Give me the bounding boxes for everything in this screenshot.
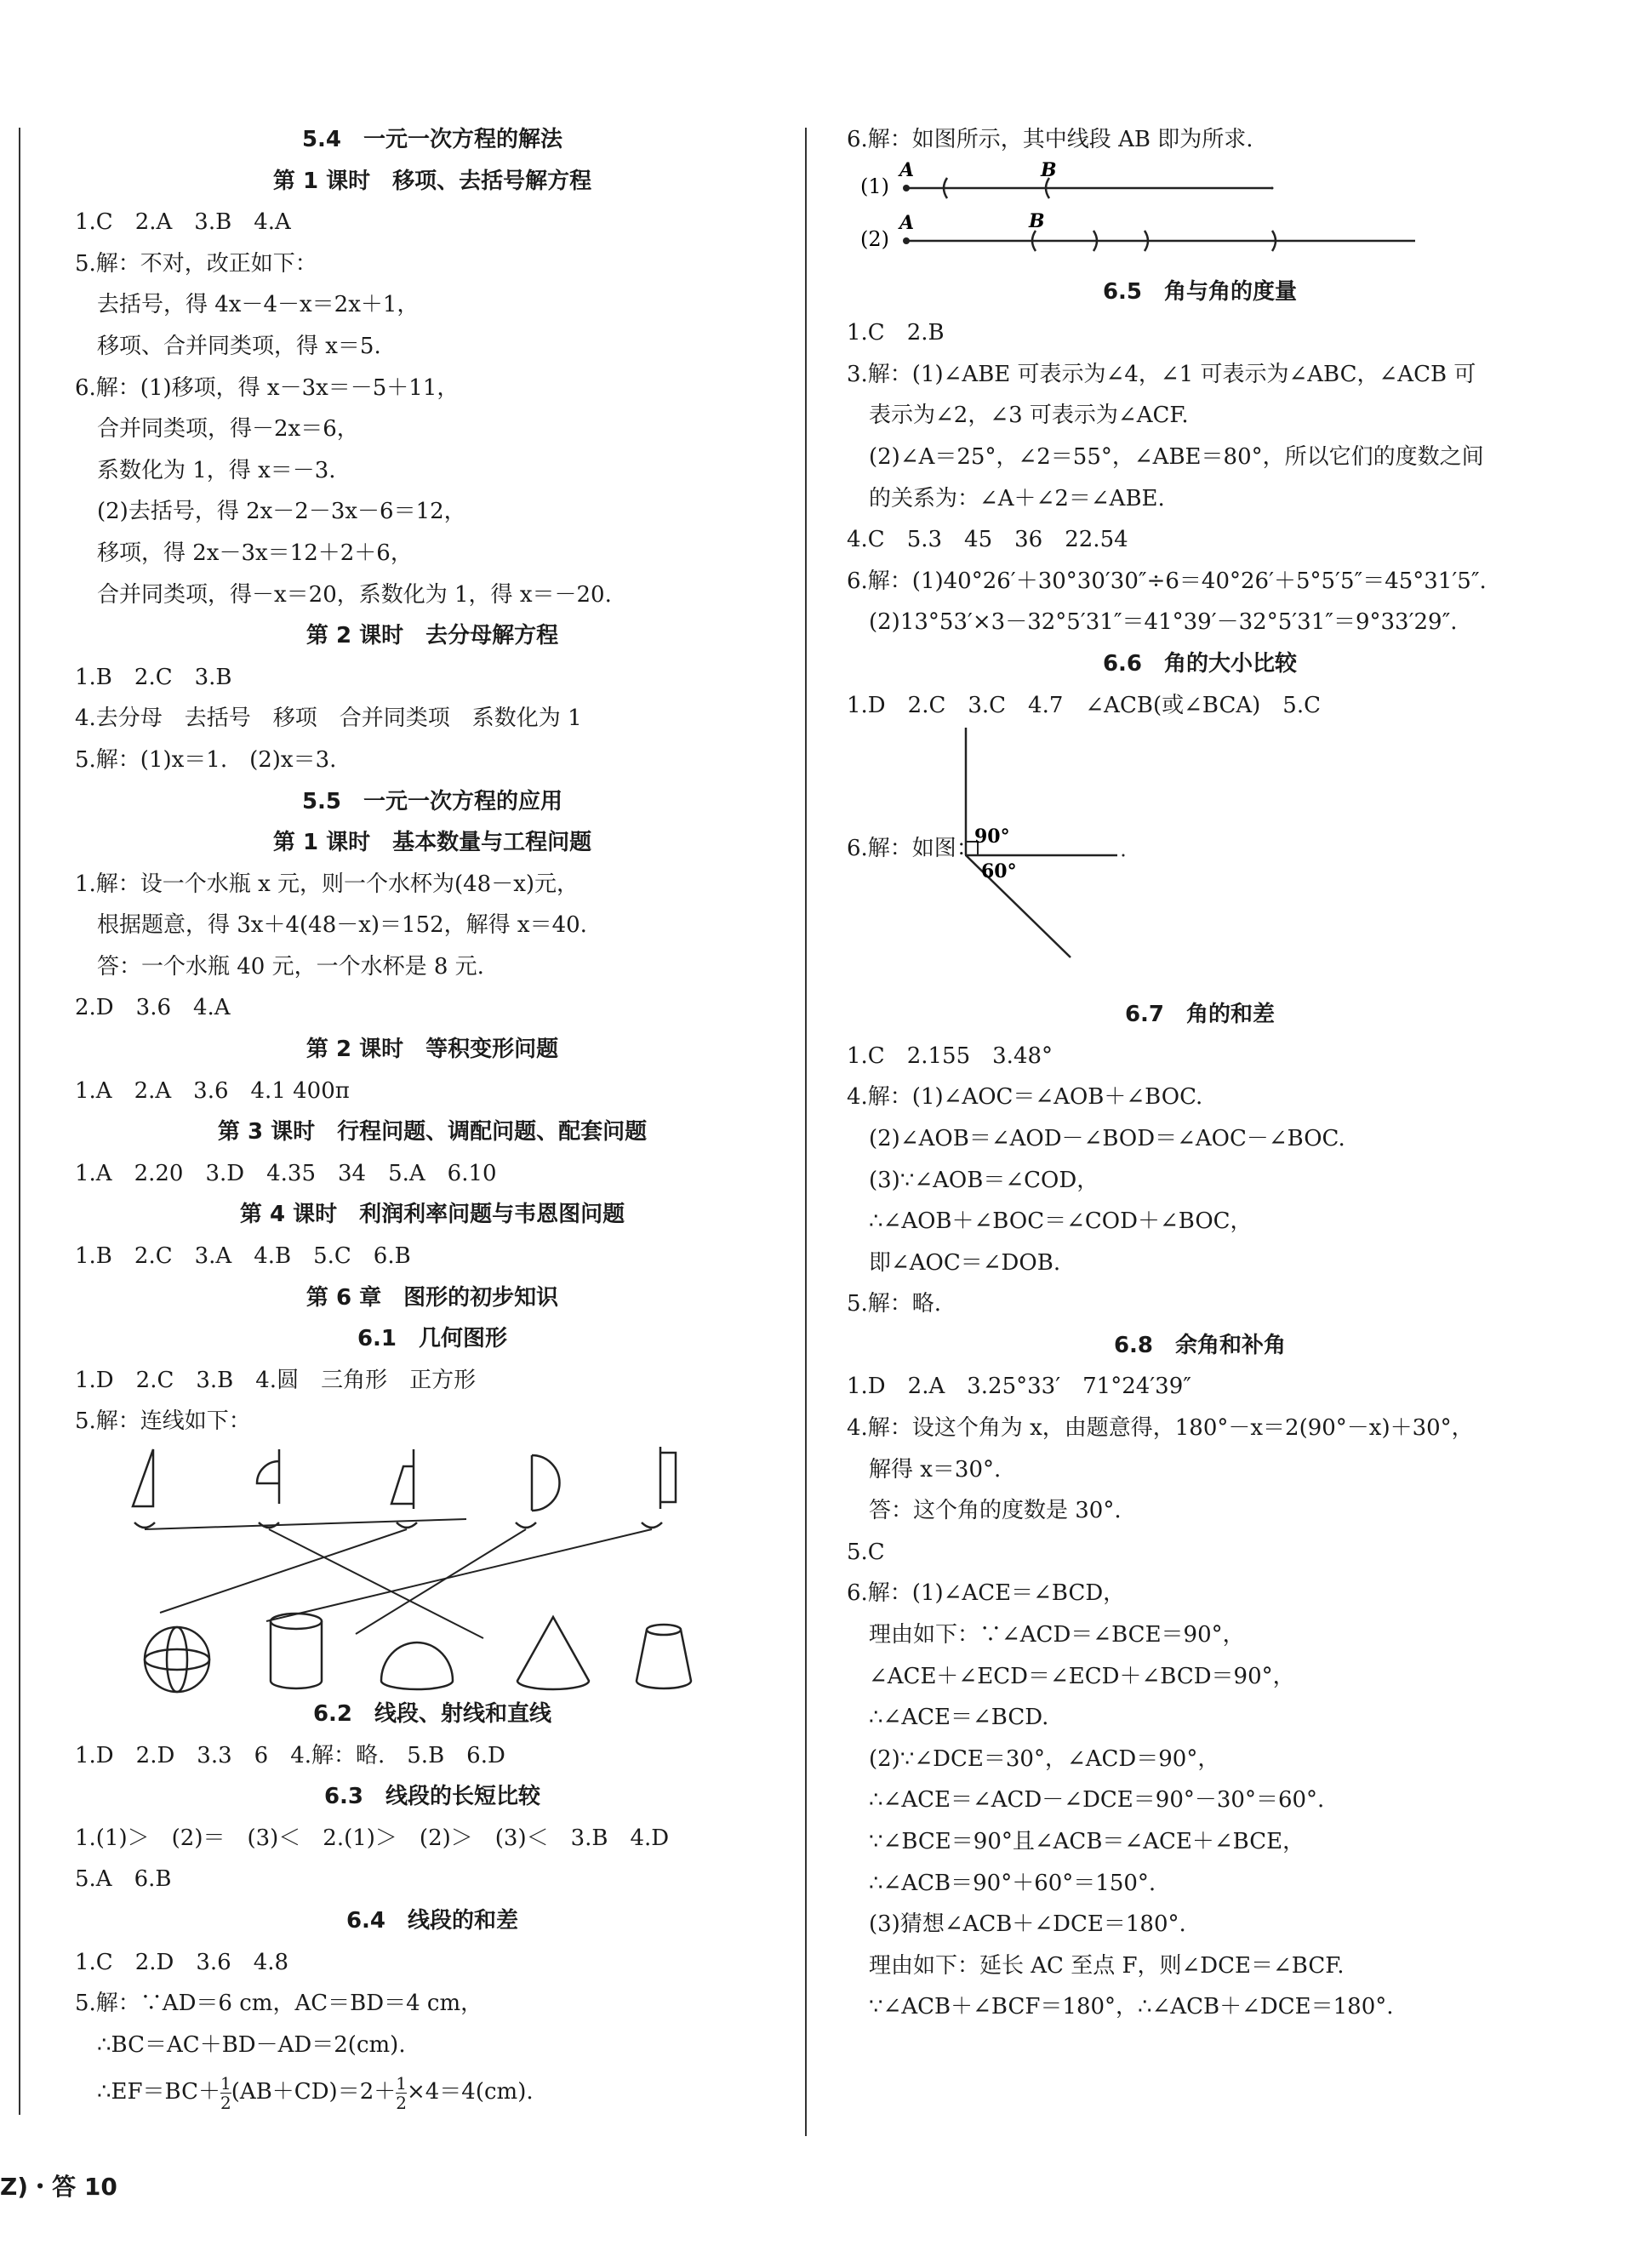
- answer-line: ∴∠AOB＋∠BOC＝∠COD＋∠BOC，: [869, 1208, 1253, 1235]
- section-heading: 第 1 课时 基本数量与工程问题: [272, 830, 592, 856]
- left-margin-rule: [19, 128, 20, 2115]
- answer-line: (2)∠A＝25°，∠2＝55°，∠ABE＝80°，所以它们的度数之间: [869, 443, 1484, 470]
- answer-line: 4.解：(1)∠AOC＝∠AOB＋∠BOC.: [847, 1084, 1203, 1111]
- frustum-top: [647, 1625, 681, 1635]
- point-a-label: A: [899, 211, 915, 234]
- answer-line: 5.解：不对，改正如下：: [75, 250, 317, 277]
- answer-line: 答：一个水瓶 40 元，一个水杯是 8 元.: [97, 953, 484, 980]
- answer-line: 移项，得 2x－3x＝12＋2＋6，: [97, 540, 413, 566]
- answer-line: ∴BC＝AC＋BD－AD＝2(cm).: [97, 2031, 406, 2058]
- answer-line: 1.D 2.C 3.C 4.7 ∠ACB(或∠BCA) 5.C: [847, 692, 1321, 718]
- section-heading: 6.4 线段的和差: [345, 1907, 519, 1934]
- answer-line: 理由如下：延长 AC 至点 F，则∠DCE＝∠BCF.: [869, 1952, 1345, 1979]
- fraction-equation-line: [75, 2065, 790, 2118]
- answer-line: 1.B 2.C 3.B: [75, 664, 232, 690]
- answer-line: 表示为∠2，∠3 可表示为∠ACF.: [869, 403, 1189, 429]
- point-a-dot: [903, 237, 910, 244]
- answer-line: 1.C 2.D 3.6 4.8: [75, 1949, 289, 1975]
- answer-line: 5.C: [847, 1539, 885, 1565]
- trapezoid-shape: [391, 1449, 414, 1509]
- shape-matching-svg: [75, 1442, 773, 1694]
- cone-shape: [517, 1617, 589, 1689]
- segment-svg: [847, 161, 1553, 271]
- hemisphere-shape: [381, 1642, 453, 1689]
- section-heading: 6.8 余角和补角: [1113, 1332, 1287, 1358]
- answer-line: 1.D 2.D 3.3 6 4.解：略. 5.B 6.D: [75, 1742, 505, 1768]
- answer-line: 5.解：(1)x＝1. (2)x＝3.: [75, 746, 337, 773]
- section-heading: 5.5 一元一次方程的应用: [301, 788, 563, 814]
- sphere-shape: [145, 1627, 209, 1692]
- answer-line: 1.B 2.C 3.A 4.B 5.C 6.B: [75, 1243, 411, 1270]
- sphere-meridian: [167, 1627, 187, 1692]
- section-heading: 6.6 角的大小比较: [1102, 650, 1298, 677]
- page-footer: Z)・答 10: [0, 2173, 117, 2201]
- fraction: [220, 2074, 231, 2112]
- matching-line: [160, 1529, 407, 1613]
- point-b-label: B: [1029, 209, 1045, 232]
- answer-line: 去括号，得 4x－4－x＝2x＋1，: [97, 292, 420, 318]
- answer-line: 5.A 6.B: [75, 1866, 172, 1893]
- answer-line: 1.解：设一个水瓶 x 元，则一个水杯为(48－x)元，: [75, 871, 580, 897]
- semicircle-shape: [532, 1455, 560, 1511]
- answer-line: 6.解：(1)移项，得 x－3x＝－5＋11，: [75, 374, 460, 401]
- segment-end-dot: [1271, 186, 1274, 189]
- answer-line: 4.解：设这个角为 x，由题意得，180°－x＝2(90°－x)＋30°，: [847, 1415, 1474, 1442]
- numerator: 1: [220, 2072, 231, 2094]
- section-heading: 6.1 几何图形: [357, 1326, 508, 1352]
- denominator: 2: [396, 2092, 407, 2113]
- answer-line: 1.A 2.A 3.6 4.1 400π: [75, 1077, 350, 1104]
- cylinder-top: [271, 1614, 322, 1629]
- rotation-arrow-icon: [134, 1522, 155, 1528]
- answer-line: 1.C 2.B: [847, 320, 945, 346]
- equation-part: (AB＋CD)＝2＋: [231, 2079, 397, 2105]
- answer-line: (2)∠AOB＝∠AOD－∠BOD＝∠AOC－∠BOC.: [869, 1125, 1345, 1151]
- section-heading: 6.2 线段、射线和直线: [312, 1701, 552, 1727]
- section-heading: 第 6 章 图形的初步知识: [305, 1284, 559, 1311]
- answer-line: 1.D 2.C 3.B 4.圆 三角形 正方形: [75, 1367, 477, 1393]
- equation-part: ×4＝4(cm).: [406, 2079, 534, 2105]
- answer-line: 理由如下：∵∠ACD＝∠BCE＝90°，: [869, 1622, 1245, 1648]
- answer-line: 1.C 2.155 3.48°: [847, 1043, 1053, 1069]
- section-heading: 6.7 角的和差: [1124, 1002, 1276, 1028]
- answer-line: ∴∠ACE＝∠ACD－∠DCE＝90°－30°＝60°.: [869, 1787, 1325, 1814]
- point-b-label: B: [1041, 160, 1057, 181]
- answer-line: 答：这个角的度数是 30°.: [869, 1498, 1122, 1524]
- answer-line: 5.解：略.: [847, 1291, 942, 1317]
- angle-svg: [847, 726, 1553, 994]
- right-triangle-shape: [133, 1449, 153, 1506]
- denominator: 2: [220, 2092, 231, 2113]
- column-divider: [805, 128, 807, 2136]
- answer-line: 5.解：连线如下：: [75, 1408, 251, 1435]
- answer-line: 系数化为 1，得 x＝－3.: [97, 457, 336, 483]
- answer-line: 6.解：(1)40°26′＋30°30′30″÷6＝40°26′＋5°5′5″＝45°31′5″.: [847, 568, 1487, 594]
- answer-line: ∴∠ACB＝90°＋60°＝150°.: [869, 1870, 1156, 1896]
- section-heading: 第 3 课时 行程问题、调配问题、配套问题: [217, 1119, 648, 1145]
- section-heading: 6.3 线段的长短比较: [323, 1784, 541, 1810]
- point-a-label: A: [899, 160, 915, 181]
- answer-line: ∵∠BCE＝90°且∠ACB＝∠ACE＋∠BCE，: [869, 1829, 1305, 1854]
- answer-line: 1.(1)＞ (2)＝ (3)＜ 2.(1)＞ (2)＞ (3)＜ 3.B 4.D: [75, 1825, 670, 1851]
- answer-line: 根据题意，得 3x＋4(48－x)＝152，解得 x＝40.: [97, 912, 587, 939]
- rectangle-shape: [660, 1447, 676, 1509]
- matching-line: [145, 1519, 466, 1529]
- ray-end-dot: [1122, 854, 1125, 857]
- rotation-arrow-icon: [516, 1522, 536, 1528]
- sphere-equator: [145, 1649, 209, 1670]
- answer-line: 解得 x＝30°.: [869, 1456, 1002, 1482]
- section-heading: 6.5 角与角的度量: [1102, 278, 1298, 305]
- shape-matching-figure: [75, 1442, 790, 1694]
- angle-60-label: 60°: [981, 860, 1017, 883]
- answer-line: ∠ACE＋∠ECD＝∠ECD＋∠BCD＝90°，: [869, 1663, 1295, 1689]
- section-heading: 第 4 课时 利润利率问题与韦恩图问题: [239, 1202, 625, 1228]
- angle-question-label: 6.解：如图：: [847, 836, 979, 862]
- answer-line: (3)猜想∠ACB＋∠DCE＝180°.: [869, 1911, 1186, 1938]
- section-heading: 第 2 课时 等积变形问题: [305, 1037, 559, 1063]
- answer-line: 3.解：(1)∠ABE 可表示为∠4，∠1 可表示为∠ABC，∠ACB 可: [847, 361, 1476, 387]
- segment-2-label: (2): [860, 226, 889, 251]
- angle-figure: [847, 726, 1553, 994]
- answer-line: 1.C 2.A 3.B 4.A: [75, 209, 291, 236]
- answer-line: 2.D 3.6 4.A: [75, 995, 231, 1021]
- quarter-circle-shape: [257, 1449, 279, 1504]
- answer-line: (2)13°53′×3－32°5′31″＝41°39′－32°5′31″＝9°33′29″.: [869, 609, 1458, 636]
- point-a-dot: [903, 185, 910, 191]
- angle-90-label: 90°: [974, 826, 1010, 848]
- answer-line: (2)∵∠DCE＝30°，∠ACD＝90°，: [869, 1745, 1220, 1772]
- answer-line: 移项、合并同类项，得 x＝5.: [97, 333, 381, 359]
- answer-line: 合并同类项，得－2x＝6，: [97, 416, 359, 443]
- rotation-arrow-icon: [642, 1522, 662, 1528]
- answer-line: ∴∠ACE＝∠BCD.: [869, 1705, 1049, 1731]
- answer-line: 合并同类项，得－x＝20，系数化为 1，得 x＝－20.: [97, 581, 612, 608]
- answer-line: 4.去分母 去括号 移项 合并同类项 系数化为 1: [75, 706, 582, 732]
- answer-line: 1.D 2.A 3.25°33′ 71°24′39″: [847, 1374, 1191, 1400]
- answer-line: 6.解：(1)∠ACE＝∠BCD，: [847, 1580, 1126, 1607]
- rotation-arrow-icon: [397, 1522, 417, 1528]
- frustum-shape: [637, 1630, 691, 1688]
- answer-line: (2)去括号，得 2x－2－3x－6＝12，: [97, 499, 466, 525]
- numerator: 1: [396, 2072, 407, 2094]
- segment-1-label: (1): [860, 174, 889, 198]
- fraction: [396, 2074, 407, 2112]
- section-heading: 第 2 课时 去分母解方程: [305, 623, 559, 649]
- left-column: [75, 119, 790, 2118]
- answer-line: 即∠AOC＝∠DOB.: [869, 1249, 1061, 1276]
- matching-line: [266, 1529, 652, 1621]
- answer-line: 4.C 5.3 45 36 22.54: [847, 527, 1128, 553]
- answer-line: ∵∠ACB＋∠BCF＝180°，∴∠ACB＋∠DCE＝180°.: [869, 1994, 1394, 2020]
- answer-line: 的关系为：∠A＋∠2＝∠ABE.: [869, 485, 1165, 511]
- cylinder-shape: [271, 1621, 322, 1688]
- answer-line: (3)∵∠AOB＝∠COD，: [869, 1167, 1099, 1193]
- section-heading: 第 1 课时 移项、去括号解方程: [272, 168, 592, 194]
- right-column: [847, 119, 1553, 2028]
- section-heading: 5.4 一元一次方程的解法: [301, 127, 563, 152]
- matching-line: [356, 1529, 526, 1634]
- segment-construction-figure: [847, 161, 1553, 271]
- answer-line: 5.解：∵AD＝6 cm，AC＝BD＝4 cm，: [75, 1991, 483, 2017]
- equation-part: ∴EF＝BC＋: [97, 2079, 221, 2105]
- answer-line: 1.A 2.20 3.D 4.35 34 5.A 6.10: [75, 1160, 497, 1186]
- answer-line: 6.解：如图所示，其中线段 AB 即为所求.: [847, 127, 1253, 152]
